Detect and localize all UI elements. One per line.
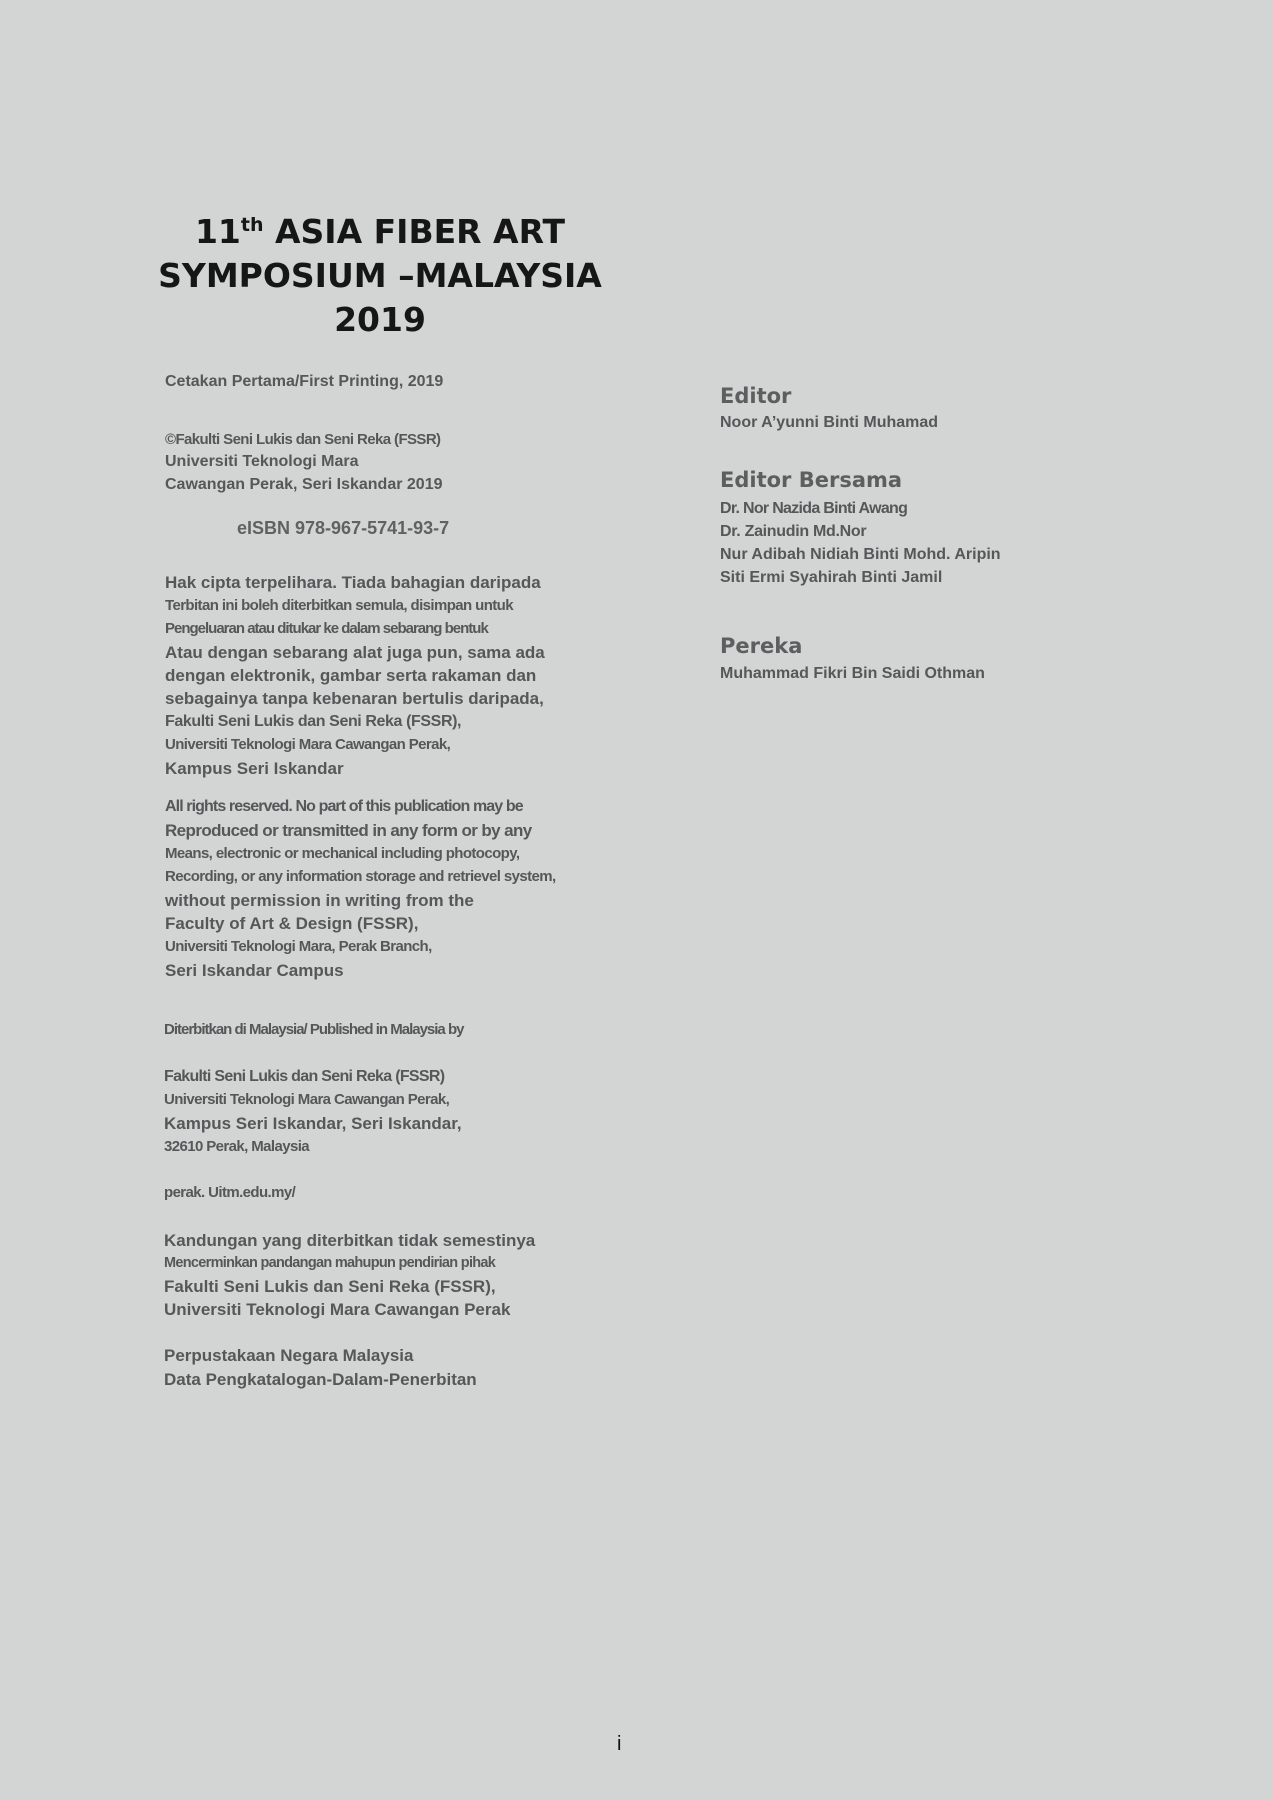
copyright-line: Universiti Teknologi Mara bbox=[165, 453, 359, 470]
website-link[interactable]: perak. Uitm.edu.my/ bbox=[164, 1184, 296, 1201]
title-line-1: 11th ASIA FIBER ART bbox=[194, 212, 566, 251]
rights-english-line: Universiti Teknologi Mara, Perak Branch, bbox=[165, 938, 432, 955]
rights-english-line: Means, electronic or mechanical including photocopy, bbox=[165, 845, 520, 862]
title-line-2: SYMPOSIUM –MALAYSIA bbox=[158, 256, 602, 295]
disclaimer-line: Mencerminkan pandangan mahupun pendirian pihak bbox=[164, 1255, 496, 1271]
co-editor-name: Dr. Nor Nazida Binti Awang bbox=[720, 500, 908, 517]
co-editor-name: Dr. Zainudin Md.Nor bbox=[720, 523, 867, 540]
printing-note: Cetakan Pertama/First Printing, 2019 bbox=[165, 373, 444, 390]
document-title bbox=[140, 210, 620, 342]
title-line-3: 2019 bbox=[334, 300, 426, 339]
disclaimer-line: Fakulti Seni Lukis dan Seni Reka (FSSR), bbox=[164, 1277, 496, 1296]
isbn: eISBN 978-967-5741-93-7 bbox=[237, 518, 450, 538]
rights-english-line: Faculty of Art & Design (FSSR), bbox=[165, 914, 419, 933]
publisher-address-line: 32610 Perak, Malaysia bbox=[164, 1138, 310, 1155]
rights-malay-line: Pengeluaran atau ditukar ke dalam sebarang bentuk bbox=[165, 620, 488, 637]
published-by: Diterbitkan di Malaysia/ Published in Malaysia by bbox=[164, 1021, 464, 1038]
designer-heading: Pereka bbox=[720, 634, 803, 658]
co-editors-heading: Editor Bersama bbox=[720, 468, 903, 492]
rights-malay-line: sebagainya tanpa kebenaran bertulis daripada, bbox=[165, 689, 544, 708]
copyright-line: Cawangan Perak, Seri Iskandar 2019 bbox=[165, 476, 443, 493]
editor-heading: Editor bbox=[720, 384, 792, 408]
rights-malay-line: dengan elektronik, gambar serta rakaman dan bbox=[165, 666, 537, 685]
rights-malay-line: Fakulti Seni Lukis dan Seni Reka (FSSR), bbox=[165, 713, 462, 730]
rights-english-line: Reproduced or transmitted in any form or by any bbox=[165, 821, 532, 840]
copyright-line: ©Fakulti Seni Lukis dan Seni Reka (FSSR) bbox=[165, 431, 441, 448]
co-editor-name: Nur Adibah Nidiah Binti Mohd. Aripin bbox=[720, 546, 1001, 563]
library-line: Data Pengkatalogan-Dalam-Penerbitan bbox=[164, 1370, 477, 1389]
library-line: Perpustakaan Negara Malaysia bbox=[164, 1346, 414, 1365]
publisher-address-line: Universiti Teknologi Mara Cawangan Perak, bbox=[164, 1091, 450, 1108]
rights-malay-line: Kampus Seri Iskandar bbox=[165, 759, 344, 778]
rights-malay-line: Terbitan ini boleh diterbitkan semula, disimpan untuk bbox=[165, 597, 513, 614]
rights-english-line: without permission in writing from the bbox=[165, 891, 474, 910]
designer-name: Muhammad Fikri Bin Saidi Othman bbox=[720, 665, 985, 682]
rights-english-line: Seri Iskandar Campus bbox=[165, 961, 344, 980]
page-number: i bbox=[617, 1733, 622, 1755]
rights-malay-line: Universiti Teknologi Mara Cawangan Perak, bbox=[165, 736, 451, 753]
publisher-address-line: Fakulti Seni Lukis dan Seni Reka (FSSR) bbox=[164, 1068, 445, 1085]
co-editor-name: Siti Ermi Syahirah Binti Jamil bbox=[720, 569, 943, 586]
rights-malay-line: Atau dengan sebarang alat juga pun, sama ada bbox=[165, 643, 545, 662]
publisher-address-line: Kampus Seri Iskandar, Seri Iskandar, bbox=[164, 1114, 462, 1133]
rights-malay-line: Hak cipta terpelihara. Tiada bahagian daripada bbox=[165, 573, 541, 592]
rights-english-line: Recording, or any information storage and retrievel system, bbox=[165, 868, 556, 885]
disclaimer-line: Universiti Teknologi Mara Cawangan Perak bbox=[164, 1300, 511, 1319]
editor-name: Noor A’yunni Binti Muhamad bbox=[720, 414, 939, 431]
disclaimer-line: Kandungan yang diterbitkan tidak semestinya bbox=[164, 1231, 536, 1250]
rights-english-line: All rights reserved. No part of this publication may be bbox=[165, 798, 523, 815]
